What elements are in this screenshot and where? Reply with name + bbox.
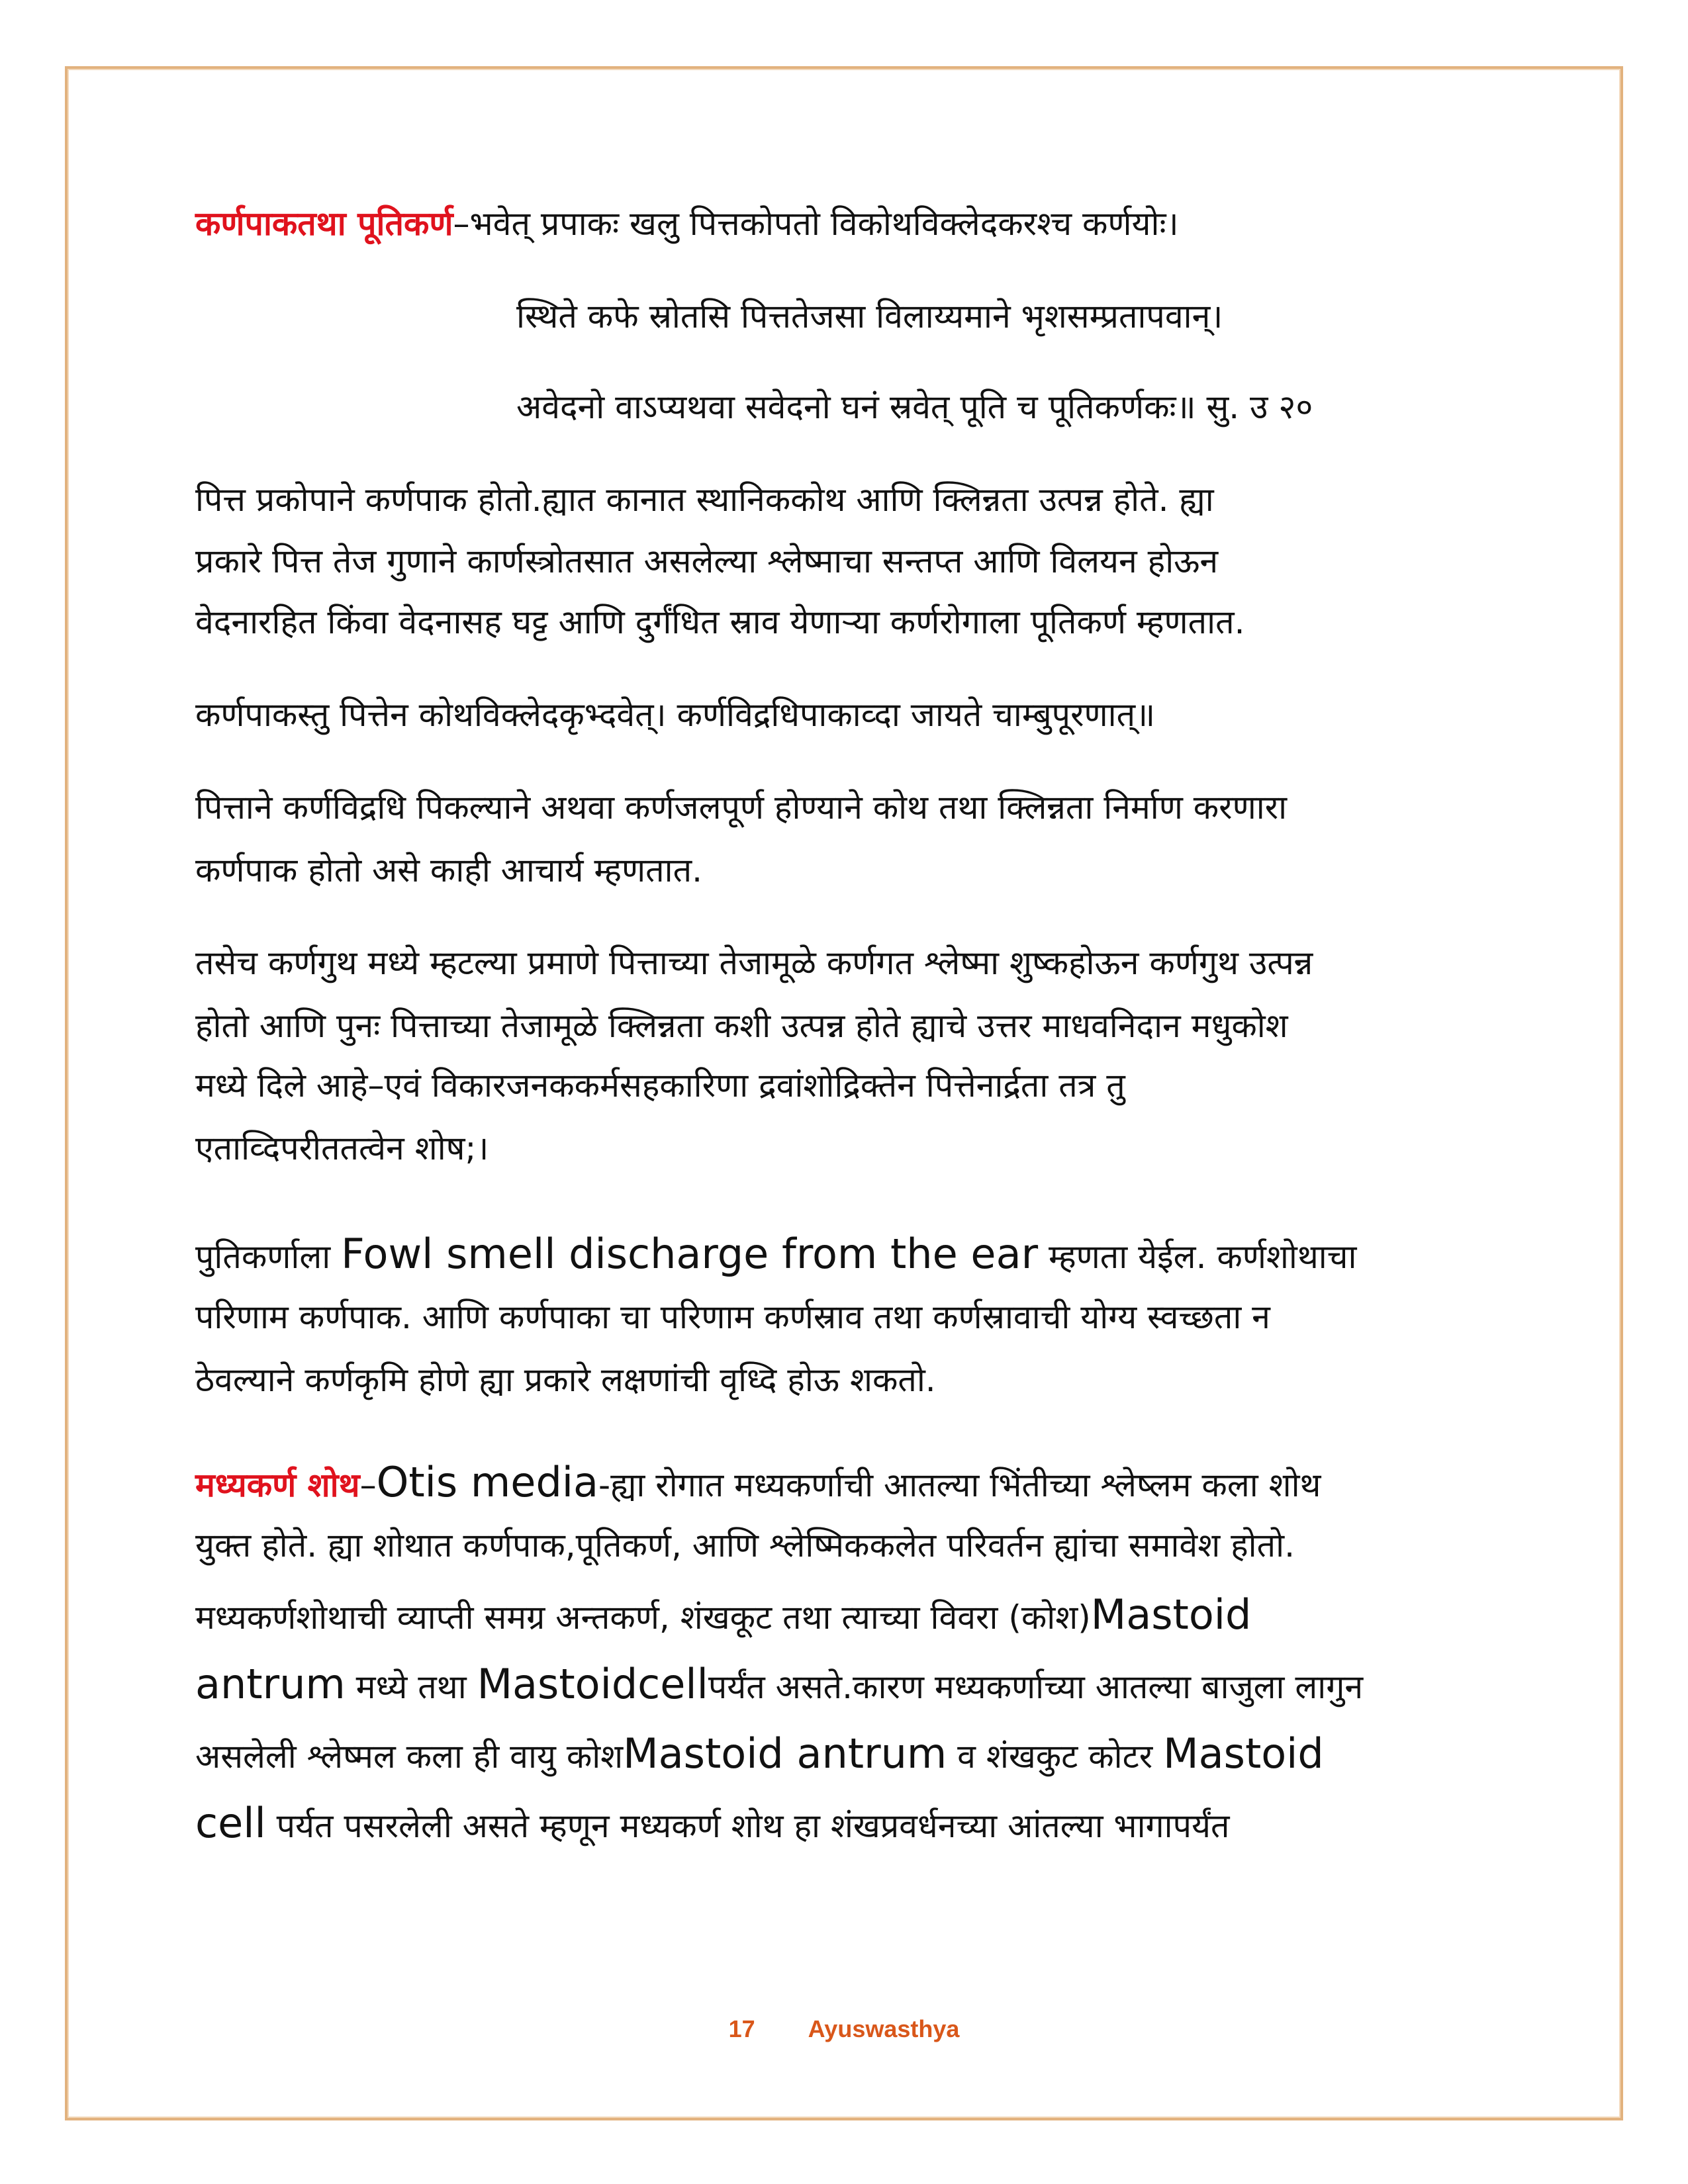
paragraph-line: antrum मध्ये तथा Mastoidcellपर्यंत असते.कारण मध्यकर्णाच्या आतल्या बाजुला लागुन: [195, 1660, 1364, 1708]
verse-line-3: अवेदनो वाऽप्यथवा सवेदनो घनं स्रवेत् पूति च पूतिकर्णकः॥ सु. उ २०: [516, 388, 1313, 426]
paragraph-line: मध्यकर्णशोथाची व्याप्ती समग्र अन्तकर्ण, शंखकूट तथा त्याच्या विवरा (कोश)Mastoid: [195, 1590, 1252, 1639]
paragraph-line: कर्णपाक होतो असे काही आचार्य म्हणतात.: [195, 851, 703, 889]
paragraph-line: युक्त होते. ह्या शोथात कर्णपाक,पूतिकर्ण, आणि श्लेष्मिककलेत परिवर्तन ह्यांचा समावेश होतो.: [195, 1526, 1295, 1565]
paragraph-line: पित्त प्रकोपाने कर्णपाक होतो.ह्यात कानात स्थानिककोथ आणि क्लिन्नता उत्पन्न होते. ह्या: [195, 480, 1214, 519]
verse-line-1: कर्णपाकतथा पूतिकर्ण–भवेत् प्रपाकः खलु पित्तकोपतो विकोथविक्लेदकरश्च कर्णयोः।: [195, 205, 1179, 243]
paragraph-line: तसेच कर्णगुथ मध्ये म्हटल्या प्रमाणे पित्ताच्या तेजामूळे कर्णगत श्लेष्मा शुष्कहोऊन कर्णगुथ उत्पन्न: [195, 944, 1313, 982]
paragraph-line: होतो आणि पुनः पित्ताच्या तेजामूळे क्लिन्नता कशी उत्पन्न होते ह्याचे उत्तर माधवनिदान मधुकोश: [195, 1007, 1288, 1045]
paragraph-line: प्रकारे पित्त तेज गुणाने कार्णस्त्रोतसात असलेल्या श्लेष्माचा सन्तप्त आणि विलयन होऊन: [195, 542, 1219, 580]
verse-line-2: स्थिते कफे स्रोतसि पित्ततेजसा विलाय्यमाने भृशसम्प्रतापवान्।: [516, 297, 1223, 336]
paragraph-line: cell पर्यत पसरलेली असते म्हणून मध्यकर्ण शोथ हा शंखप्रवर्धनच्या आंतल्या भागापर्यंत: [195, 1799, 1230, 1847]
paragraph-line: पुतिकर्णाला Fowl smell discharge from the ear म्हणता येईल. कर्णशोथाचा: [195, 1230, 1357, 1278]
page-footer: [0, 2015, 1688, 2043]
paragraph-line: असलेली श्लेष्मल कला ही वायु कोशMastoid antrum व शंखकुट कोटर Mastoid: [195, 1729, 1324, 1778]
paragraph-line: ठेवल्याने कर्णकृमि होणे ह्या प्रकारे लक्षणांची वृध्दि होऊ शकतो.: [195, 1361, 936, 1399]
section-heading-karnapaka: कर्णपाकतथा पूतिकर्ण: [195, 205, 453, 243]
footer-title: Ayuswasthya: [808, 2015, 960, 2042]
paragraph-line: मध्ये दिले आहे–एवं विकारजनककर्मसहकारिणा द्रवांशोद्रिक्तेन पित्तेनार्द्रता तत्र तु: [195, 1066, 1125, 1105]
paragraph-line: परिणाम कर्णपाक. आणि कर्णपाका चा परिणाम कर्णस्राव तथा कर्णस्रावाची योग्य स्वच्छता न: [195, 1298, 1270, 1336]
verse-line: कर्णपाकस्तु पित्तेन कोथविक्लेदकृभ्दवेत्। कर्णविद्रधिपाकाव्दा जायते चाम्बुपूरणात्॥: [195, 696, 1156, 734]
page-number: 17: [728, 2015, 755, 2042]
paragraph-line: मध्यकर्ण शोथ–Otis media-ह्या रोगात मध्यकर्णाची आतल्या भिंतीच्या श्लेष्लम कला शोथ: [195, 1458, 1321, 1506]
section-heading-madhyakarna: मध्यकर्ण शोथ: [195, 1466, 360, 1504]
paragraph-line: पित्ताने कर्णविद्रधि पिकल्याने अथवा कर्णजलपूर्ण होण्याने कोथ तथा क्लिन्नता निर्माण करणारा: [195, 788, 1288, 827]
paragraph-line: वेदनारहित किंवा वेदनासह घट्ट आणि दुर्गंधित स्राव येणाऱ्या कर्णरोगाला पूतिकर्ण म्हणतात.: [195, 603, 1245, 641]
paragraph-line: एताव्दिपरीततत्वेन शोष;।: [195, 1129, 489, 1167]
